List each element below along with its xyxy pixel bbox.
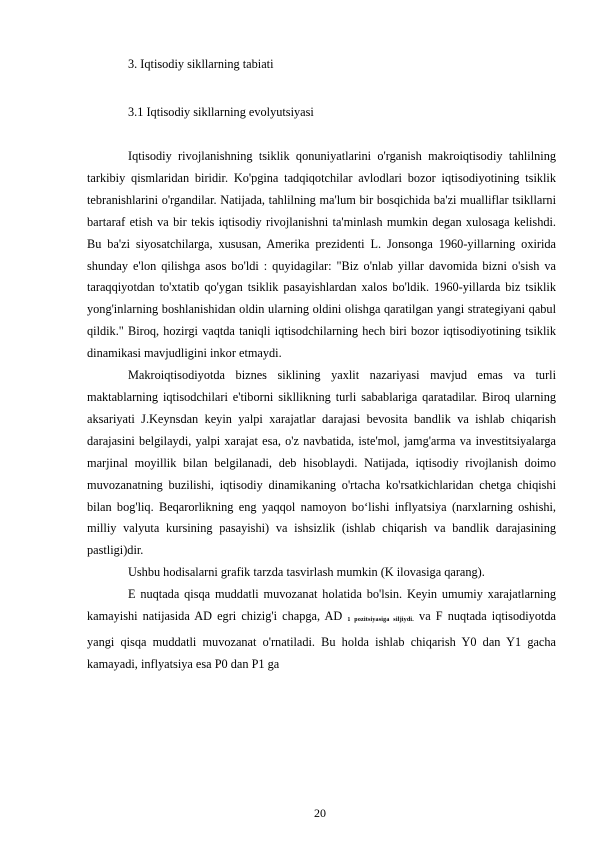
paragraph-text: E nuqtada qisqa muddatli muvozanat holatida bo'lsin. Keyin umumiy xarajatlarning kamayishi natijasida AD egri chizig'i chapga, AD (87, 587, 556, 624)
section-title: 3. Iqtisodiy sikllarning tabiati (128, 57, 274, 71)
paragraph-text: va F nuqtada iqtisodiyotda yangi qisqa muddatli muvozanat o'rnatiladi. Bu holda ishlab chiqarish Y0 dan Y1 gacha kamayadi, inflyatsiya esa P0 dan P1 ga (87, 609, 556, 671)
page-number: 20 (314, 806, 326, 820)
paragraph (87, 584, 556, 676)
paragraph: Makroiqtisodiyotda biznes siklining yaxlit nazariyasi mavjud emas va turli maktablarning iqtisodchilari e'tiborni sikllikning turli sabablariga qaratadilar. Biroq ularning aksariyati J.Keynsdan keyin yalpi xarajatlar darajasi bevosita bandlik va ishlab chiqarish darajasini belgilaydi, yalpi xarajat esa, o'z navbatida, iste'mol, jamg'arma va investitsiyalarga marjinal moyillik bilan belgilanadi, deb hisoblaydi. Natijada, iqtisodiy rivojlanish doimo muvozanatning buzilishi, iqtisodiy dinamikaning o'rtacha ko'rsatkichlaridan chetga chiqishi bilan bog'liq. Beqarorlikning eng yaqqol namoyon bo‘lishi inflyatsiya (narxlarning oshishi, milliy valyuta kursining pasayishi) va ishsizlik (ishlab chiqarish va bandlik darajasining pastligi)dir. (87, 368, 556, 558)
subscript-text: 1 pozitsiyasiga siljiydi. (347, 617, 414, 624)
body-text (87, 146, 556, 676)
paragraph: Ushbu hodisalarni grafik tarzda tasvirlash mumkin (K ilovasiga qarang). (128, 565, 485, 580)
subsection-title: 3.1 Iqtisodiy sikllarning evolyutsiyasi (128, 105, 314, 119)
paragraph: Iqtisodiy rivojlanishning tsiklik qonuniyatlarini o'rganish makroiqtisodiy tahlilning tarkibiy qismlaridan biridir. Ko'pgina tadqiqotchilar avlodlari bozor iqtisodiyotining tsiklik tebranishlarini o'rgandilar. Natijada, tahlilning ma'lum bir bosqichida ba'zi mualliflar tsikllarni bartaraf etish va bir tekis iqtisodiy rivojlanishni ta'minlash mumkin degan xulosaga kelishdi. Bu ba'zi siyosatchilarga, xususan, Amerika prezidenti L. Jonsonga 1960-yillarning oxirida shunday e'lon qilishga asos bo'ldi : quyidagilar: "Biz o'nlab yillar davomida bizni o'sish va taraqqiyotdan to'xtatib qo'ygan tsiklik pasayishlardan xalos bo'ldik. 1960-yillarda biz tsiklik yong'inlarning boshlanishidan oldin ularning oldini olishga qaratilgan yangi strategiyani qabul qildik." Biroq, hozirgi vaqtda taniqli iqtisodchilarning hech biri bozor iqtisodiyotining tsiklik dinamikasi mavjudligini inkor etmaydi. (87, 149, 556, 361)
